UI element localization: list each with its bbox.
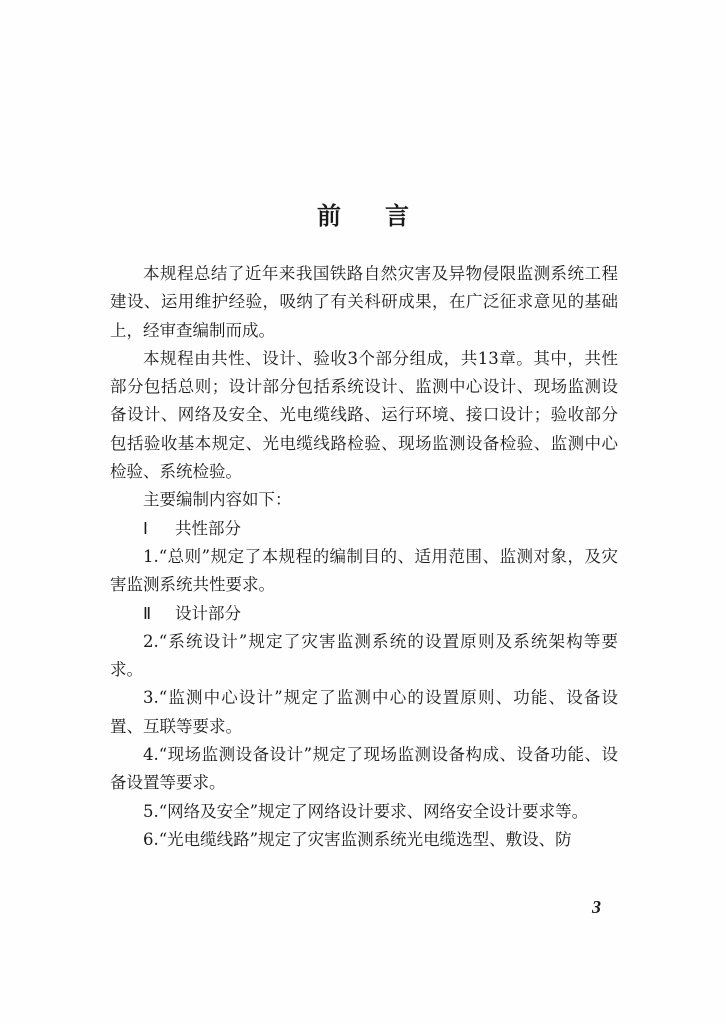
part-label: 设计部分 xyxy=(175,603,241,623)
paragraph-structure: 本规程由共性、设计、验收3个部分组成，共13章。其中，共性部分包括总则；设计部分包括系统设计、监测中心设计、现场监测设备设计、网络及安全、光电缆线路、运行环境、接口设计；验收部分包括验收基本规定、光电缆线路检验、现场监测设备检验、监测中心检验、系统检验。 xyxy=(110,348,618,482)
part-heading-design xyxy=(110,600,618,628)
part-numeral: Ⅰ xyxy=(143,518,148,538)
item-general-provisions: 1.“总则”规定了本规程的编制目的、适用范围、监测对象，及灾害监测系统共性要求。 xyxy=(110,546,618,595)
part-label: 共性部分 xyxy=(175,518,241,538)
item-system-design: 2.“系统设计”规定了灾害监测系统的设置原则及系统架构等要求。 xyxy=(110,631,618,680)
page-number: 3 xyxy=(592,897,601,917)
item-cable-lines: 6.“光电缆线路”规定了灾害监测系统光电缆选型、敷设、防 xyxy=(143,829,572,849)
title-char-2: 言 xyxy=(385,201,409,230)
preface-body xyxy=(110,260,618,854)
part-heading-common xyxy=(110,515,618,543)
item-network-security: 5.“网络及安全”规定了网络设计要求、网络安全设计要求等。 xyxy=(143,801,589,821)
item-monitoring-center-design: 3.“监测中心设计”规定了监测中心的设置原则、功能、设备设置、互联等要求。 xyxy=(110,688,618,736)
paragraph-summary: 本规程总结了近年来我国铁路自然灾害及异物侵限监测系统工程建设、运用维护经验，吸纳了有关科研成果，在广泛征求意见的基础上，经审查编制而成。 xyxy=(110,264,618,340)
item-field-equipment-design: 4.“现场监测设备设计”规定了现场监测设备构成、设备功能、设备设置等要求。 xyxy=(110,745,618,793)
paragraph-intro: 主要编制内容如下： xyxy=(143,490,292,510)
title-char-1: 前 xyxy=(317,201,341,230)
page-title xyxy=(0,196,726,231)
part-numeral: Ⅱ xyxy=(143,603,152,623)
